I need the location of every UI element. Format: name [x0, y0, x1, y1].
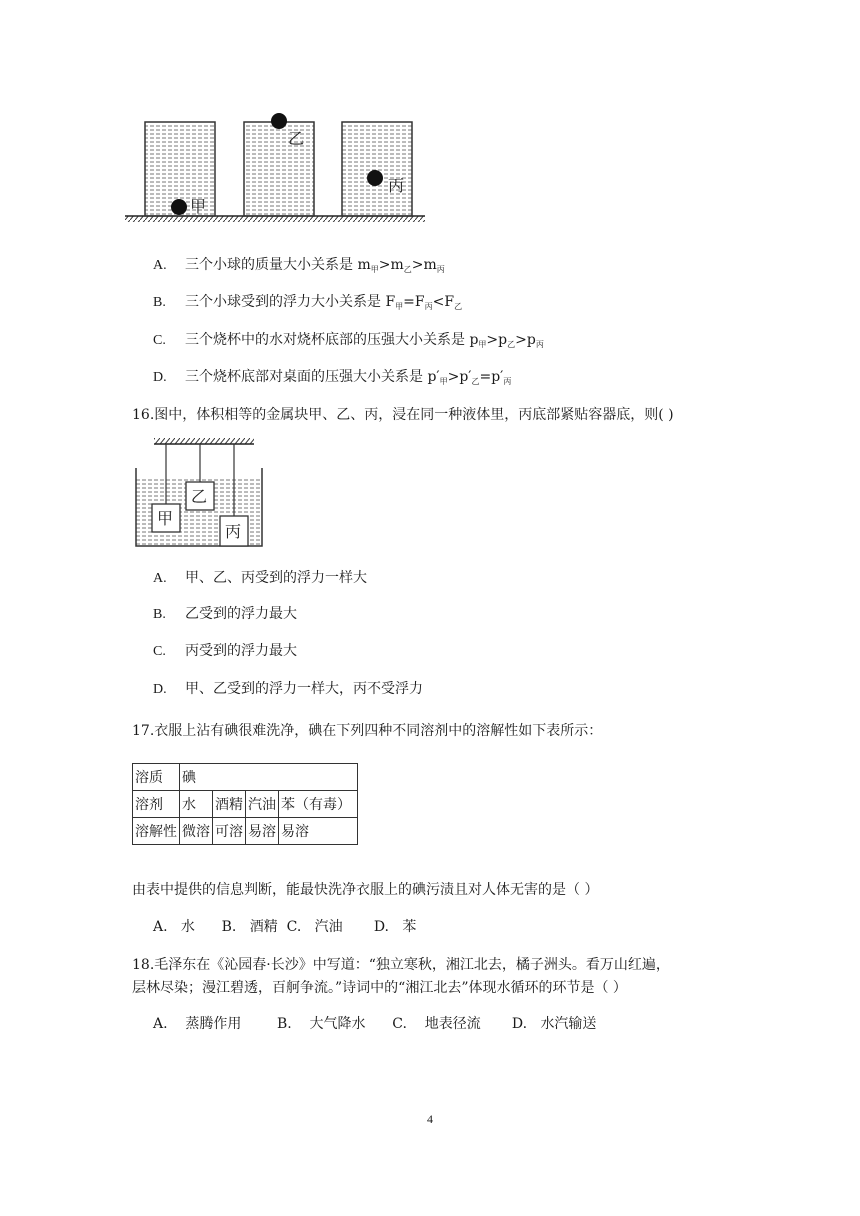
q17-stem: 17.衣服上沾有碘很难洗净，碘在下列四种不同溶剂中的溶解性如下表所示：: [132, 723, 603, 739]
table-row: [133, 764, 358, 791]
ball-yi: [271, 113, 287, 129]
q15-option-d: D. 三个烧杯底部对桌面的压强大小关系是 $p'_甲>p'_乙=p'_丙$: [153, 369, 512, 386]
q18-stem-line2: 层林尽染；漫江碧透，百舸争流。”诗词中的“湘江北去”体现水循环的环节是（ ）: [132, 980, 627, 996]
table-cell: 易溶: [279, 818, 358, 845]
solubility-table: [132, 763, 358, 845]
ball-jia: [171, 199, 187, 215]
table-cell: 碘: [180, 764, 358, 791]
table-row: [133, 791, 358, 818]
page-number: 4: [427, 1112, 433, 1126]
q16-option-d: D. 甲、乙受到的浮力一样大，丙不受浮力: [153, 681, 423, 697]
block-label-bing: 丙: [225, 522, 242, 541]
q16-option-b: B. 乙受到的浮力最大: [153, 606, 297, 622]
table-cell: 溶解性: [133, 818, 180, 845]
ball-label-bing: 丙: [388, 176, 405, 195]
q18-option-c: C. 地表径流: [392, 1016, 481, 1032]
q16-option-a: A. 甲、乙、丙受到的浮力一样大: [153, 570, 367, 586]
q17-option-b: B. 酒精: [221, 919, 278, 935]
q18-option-d: D. 水汽输送: [511, 1016, 597, 1032]
q17-option-d: D. 苯: [373, 919, 417, 935]
table-cell: 可溶: [213, 818, 246, 845]
q18-options: [153, 1014, 596, 1034]
beaker-3: [342, 122, 412, 216]
q15-option-b: B. 三个小球受到的浮力大小关系是 $F_甲=F_丙<F_乙$: [153, 294, 463, 311]
table-cell: 苯（有毒）: [279, 791, 358, 818]
three-beakers-figure: [120, 100, 440, 230]
table-cell: 微溶: [180, 818, 213, 845]
q17-option-a: A. 水: [153, 919, 195, 935]
ball-label-jia: 甲: [190, 197, 207, 216]
table-cell: 酒精: [213, 791, 246, 818]
q15-option-c: C. 三个烧杯中的水对烧杯底部的压强大小关系是 $p_甲>p_乙>p_丙$: [153, 332, 544, 349]
q17-option-c: C. 汽油: [286, 919, 343, 935]
q18-option-a: A. 蒸腾作用: [153, 1016, 242, 1032]
submerged-blocks-figure: [130, 438, 270, 550]
ball-bing: [367, 170, 383, 186]
table-cell: 水: [180, 791, 213, 818]
block-label-yi: 乙: [191, 487, 208, 506]
q17-options: [153, 917, 416, 937]
table-cell: 溶剂: [133, 791, 180, 818]
block-label-jia: 甲: [157, 509, 174, 528]
table-row: [133, 818, 358, 845]
table-cell: 易溶: [246, 818, 279, 845]
table-cell: 汽油: [246, 791, 279, 818]
q17-question: 由表中提供的信息判断，能最快洗净衣服上的碘污渍且对人体无害的是（ ）: [132, 882, 599, 898]
q16-option-c: C. 丙受到的浮力最大: [153, 643, 297, 659]
ball-label-yi: 乙: [288, 129, 305, 148]
q16-stem: 16.图中，体积相等的金属块甲、乙、丙，浸在同一种液体里，丙底部紧贴容器底，则( ): [132, 407, 674, 423]
table-cell: 溶质: [133, 764, 180, 791]
q15-option-a: A. 三个小球的质量大小关系是 $m_甲>m_乙>m_丙$: [153, 257, 445, 274]
q18-stem-line1: 18.毛泽东在《沁园春·长沙》中写道：“独立寒秋，湘江北去，橘子洲头。看万山红遍，: [132, 957, 670, 973]
q18-option-b: B. 大气降水: [276, 1016, 366, 1032]
